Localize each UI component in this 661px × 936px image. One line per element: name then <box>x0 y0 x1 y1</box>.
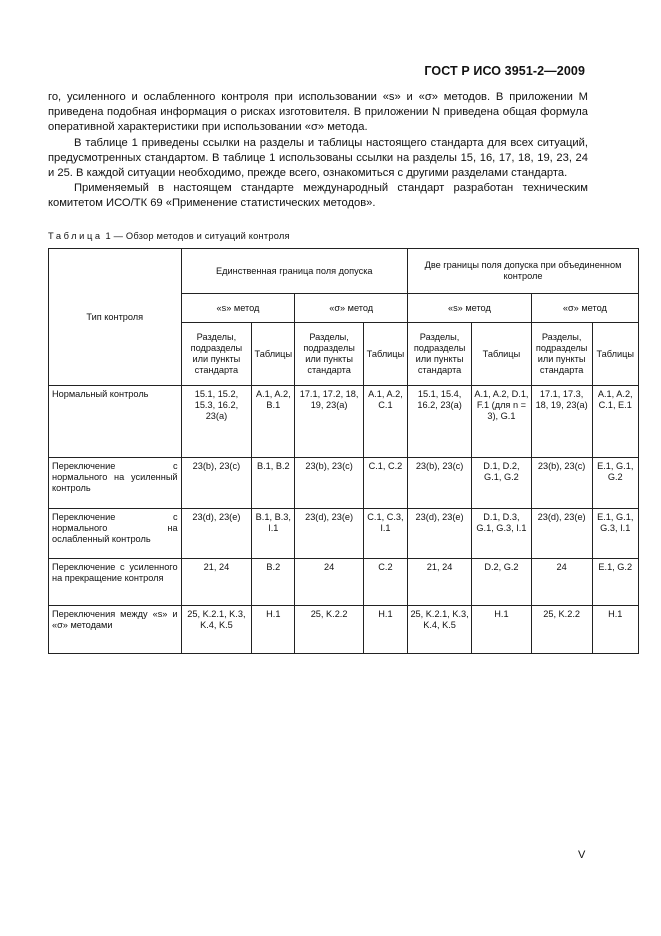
table-cell: B.1, B.2 <box>252 458 295 509</box>
table-cell: 23(d), 23(e) <box>408 509 472 559</box>
row-control-type: Переключение с нормального на усиленный контроль <box>49 458 182 509</box>
table-cell: 21, 24 <box>408 559 472 606</box>
table-cell: 17.1, 17.2, 18, 19, 23(a) <box>295 386 363 458</box>
table-cell: 23(d), 23(e) <box>531 509 592 559</box>
page-number: V <box>578 849 586 861</box>
table-row <box>49 559 639 606</box>
row-control-type: Переключение с нормального на ослабленный контроль <box>49 509 182 559</box>
row-control-type: Переключение с усиленного на прекращение контроля <box>49 559 182 606</box>
table-cell: 25, K.2.2 <box>531 606 592 654</box>
header-single-limit: Единственная граница поля допуска <box>181 249 407 294</box>
table-cell: A.1, A.2, C.1, E.1 <box>592 386 639 458</box>
table-cell: 25, K.2.2 <box>295 606 363 654</box>
table-cell: 17.1, 17.3, 18, 19, 23(a) <box>531 386 592 458</box>
table-cell: A.1, A.2, B.1 <box>252 386 295 458</box>
table-cell: 23(d), 23(e) <box>295 509 363 559</box>
table-cell: A.1, A.2, D.1, F.1 (для n = 3), G.1 <box>472 386 532 458</box>
table-cell: 24 <box>295 559 363 606</box>
header-s-method: «s» метод <box>181 294 295 323</box>
row-control-type: Переключения между «s» и «σ» методами <box>49 606 182 654</box>
overview-table <box>48 248 639 654</box>
table-cell: B.1, B.3, I.1 <box>252 509 295 559</box>
header-sections: Разделы, подразделы или пункты стандарта <box>531 323 592 386</box>
table-caption-text: 1 — Обзор методов и ситуаций контроля <box>105 231 290 241</box>
table-cell: 23(d), 23(e) <box>181 509 252 559</box>
table-cell: 25, K.2.1, K.3, K.4, K.5 <box>181 606 252 654</box>
paragraph: го, усиленного и ослабленного контроля при использовании «s» и «σ» методов. В приложении М приведена подобная информация о рисках изготовителя. В приложении N приведена общая формула оперативной характеристики при использовании «σ» метода. <box>48 91 588 134</box>
table-row <box>49 458 639 509</box>
table-cell: E.1, G.1, G.3, I.1 <box>592 509 639 559</box>
table-row <box>49 386 639 458</box>
table-cell: A.1, A.2, C.1 <box>363 386 407 458</box>
row-control-type: Нормальный контроль <box>49 386 182 458</box>
table-cell: B.2 <box>252 559 295 606</box>
header-sigma-method: «σ» метод <box>531 294 638 323</box>
header-control-type: Тип контроля <box>49 249 182 386</box>
body-text <box>48 90 588 212</box>
header-sigma-method: «σ» метод <box>295 294 408 323</box>
table-cell: H.1 <box>363 606 407 654</box>
header-tables: Таблицы <box>363 323 407 386</box>
table-cell: 23(b), 23(c) <box>408 458 472 509</box>
header-sections: Разделы, подразделы или пункты стандарта <box>181 323 252 386</box>
header-tables: Таблицы <box>592 323 639 386</box>
table-cell: E.1, G.2 <box>592 559 639 606</box>
table-cell: H.1 <box>472 606 532 654</box>
paragraph: Применяемый в настоящем стандарте международный стандарт разработан техническим комитетом ИСО/ТК 69 «Применение статистических методов». <box>48 182 588 210</box>
table-row <box>49 606 639 654</box>
document-header: ГОСТ Р ИСО 3951-2—2009 <box>424 64 585 78</box>
table-cell: D.1, D.3, G.1, G.3, I.1 <box>472 509 532 559</box>
table-cell: H.1 <box>592 606 639 654</box>
header-sections: Разделы, подразделы или пункты стандарта <box>295 323 363 386</box>
table-cell: 25, K.2.1, K.3, K.4, K.5 <box>408 606 472 654</box>
table-row <box>49 509 639 559</box>
header-sections: Разделы, подразделы или пункты стандарта <box>408 323 472 386</box>
table-cell: 15.1, 15.4, 16.2, 23(a) <box>408 386 472 458</box>
header-s-method: «s» метод <box>408 294 532 323</box>
table-cell: 15.1, 15.2, 15.3, 16.2, 23(a) <box>181 386 252 458</box>
table-cell: 23(b), 23(c) <box>531 458 592 509</box>
paragraph: В таблице 1 приведены ссылки на разделы и таблицы настоящего стандарта для всех ситуаций, предусмотренных стандартом. В таблице 1 использованы ссылки на разделы 15, 16, 17, 18, 19, 23, 24 и 25. В каждой ситуации необходимо, прежде всего, ознакомиться с другими разделами стандарта. <box>48 136 588 180</box>
header-tables: Таблицы <box>472 323 532 386</box>
table-cell: C.2 <box>363 559 407 606</box>
table-cell: 24 <box>531 559 592 606</box>
table-caption-word: Таблица <box>48 231 103 241</box>
table-caption <box>48 231 290 241</box>
table-cell: E.1, G.1, G.2 <box>592 458 639 509</box>
table-cell: H.1 <box>252 606 295 654</box>
header-tables: Таблицы <box>252 323 295 386</box>
table-cell: D.2, G.2 <box>472 559 532 606</box>
table-cell: 23(b), 23(c) <box>295 458 363 509</box>
header-double-limit: Две границы поля допуска при объединенном контроле <box>408 249 639 294</box>
table-cell: C.1, C.3, I.1 <box>363 509 407 559</box>
table-cell: C.1, C.2 <box>363 458 407 509</box>
table-cell: 23(b), 23(c) <box>181 458 252 509</box>
table-cell: D.1, D.2, G.1, G.2 <box>472 458 532 509</box>
table-cell: 21, 24 <box>181 559 252 606</box>
